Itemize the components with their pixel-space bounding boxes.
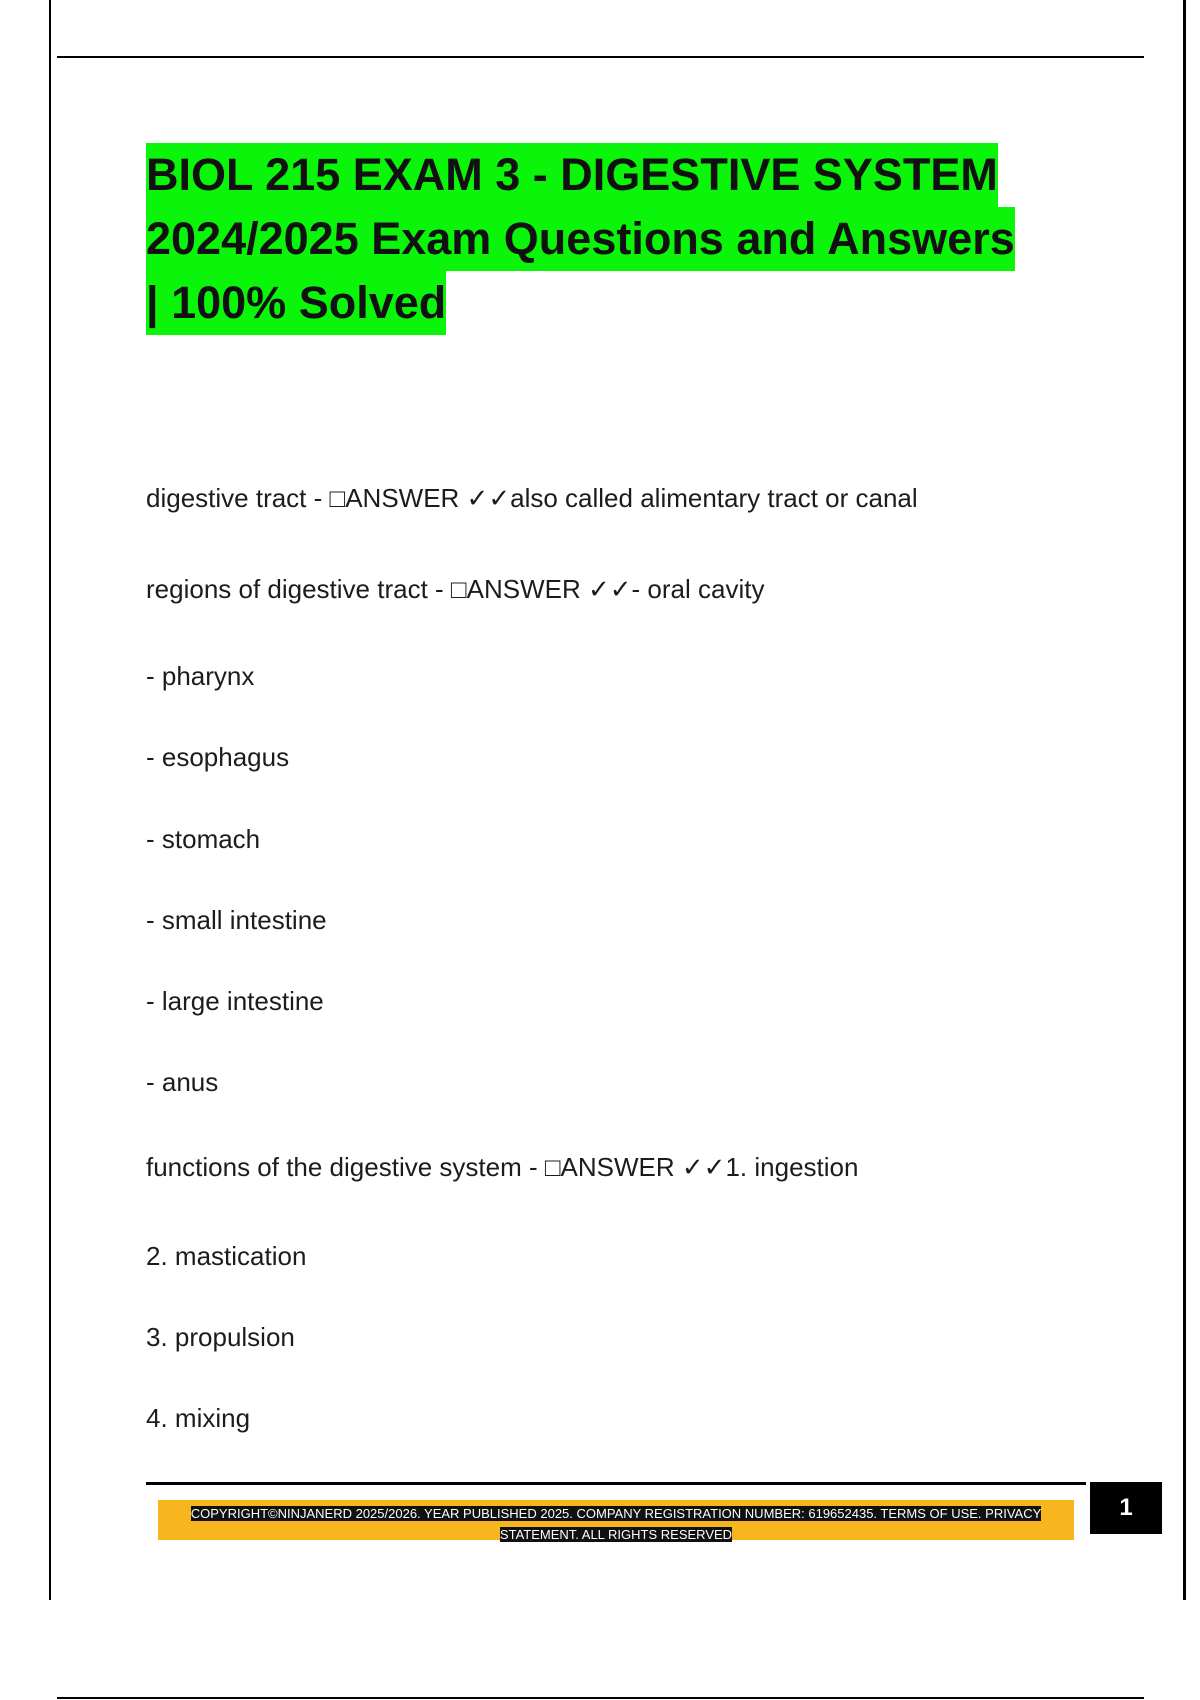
copyright-notice: [172, 1503, 1060, 1545]
title-line-2: 2024/2025 Exam Questions and Answers: [146, 207, 1015, 271]
list-item: - anus: [146, 1067, 219, 1097]
qa-line: digestive tract - □ANSWER ✓✓also called alimentary tract or canal: [146, 483, 918, 513]
copyright-line-1: COPYRIGHT©NINJANERD 2025/2026. YEAR PUBLISHED 2025. COMPANY REGISTRATION NUMBER: 619652435. TERMS OF USE. PRIVACY: [190, 1506, 1042, 1521]
qa-line: functions of the digestive system - □ANSWER ✓✓1. ingestion: [146, 1152, 859, 1182]
list-item: 2. mastication: [146, 1241, 307, 1271]
page-border-left: [49, 0, 51, 1600]
title-line-3: | 100% Solved: [146, 271, 446, 335]
copyright-line-2: STATEMENT. ALL RIGHTS RESERVED: [499, 1527, 733, 1542]
list-item: - small intestine: [146, 905, 327, 935]
header-rule: [57, 56, 1144, 58]
list-item: - pharynx: [146, 661, 255, 691]
list-item: - esophagus: [146, 742, 290, 772]
page-border-right: [1183, 0, 1186, 1600]
next-page-rule: [57, 1697, 1144, 1699]
document-title: [146, 143, 1106, 335]
title-line-1: BIOL 215 EXAM 3 - DIGESTIVE SYSTEM: [146, 143, 998, 207]
qa-line: regions of digestive tract - □ANSWER ✓✓- oral cavity: [146, 574, 765, 604]
footer-rule: [146, 1482, 1086, 1485]
list-item: - large intestine: [146, 986, 324, 1016]
page-number: 1: [1090, 1482, 1162, 1534]
list-item: - stomach: [146, 824, 261, 854]
list-item: 3. propulsion: [146, 1322, 295, 1352]
list-item: 4. mixing: [146, 1403, 251, 1433]
